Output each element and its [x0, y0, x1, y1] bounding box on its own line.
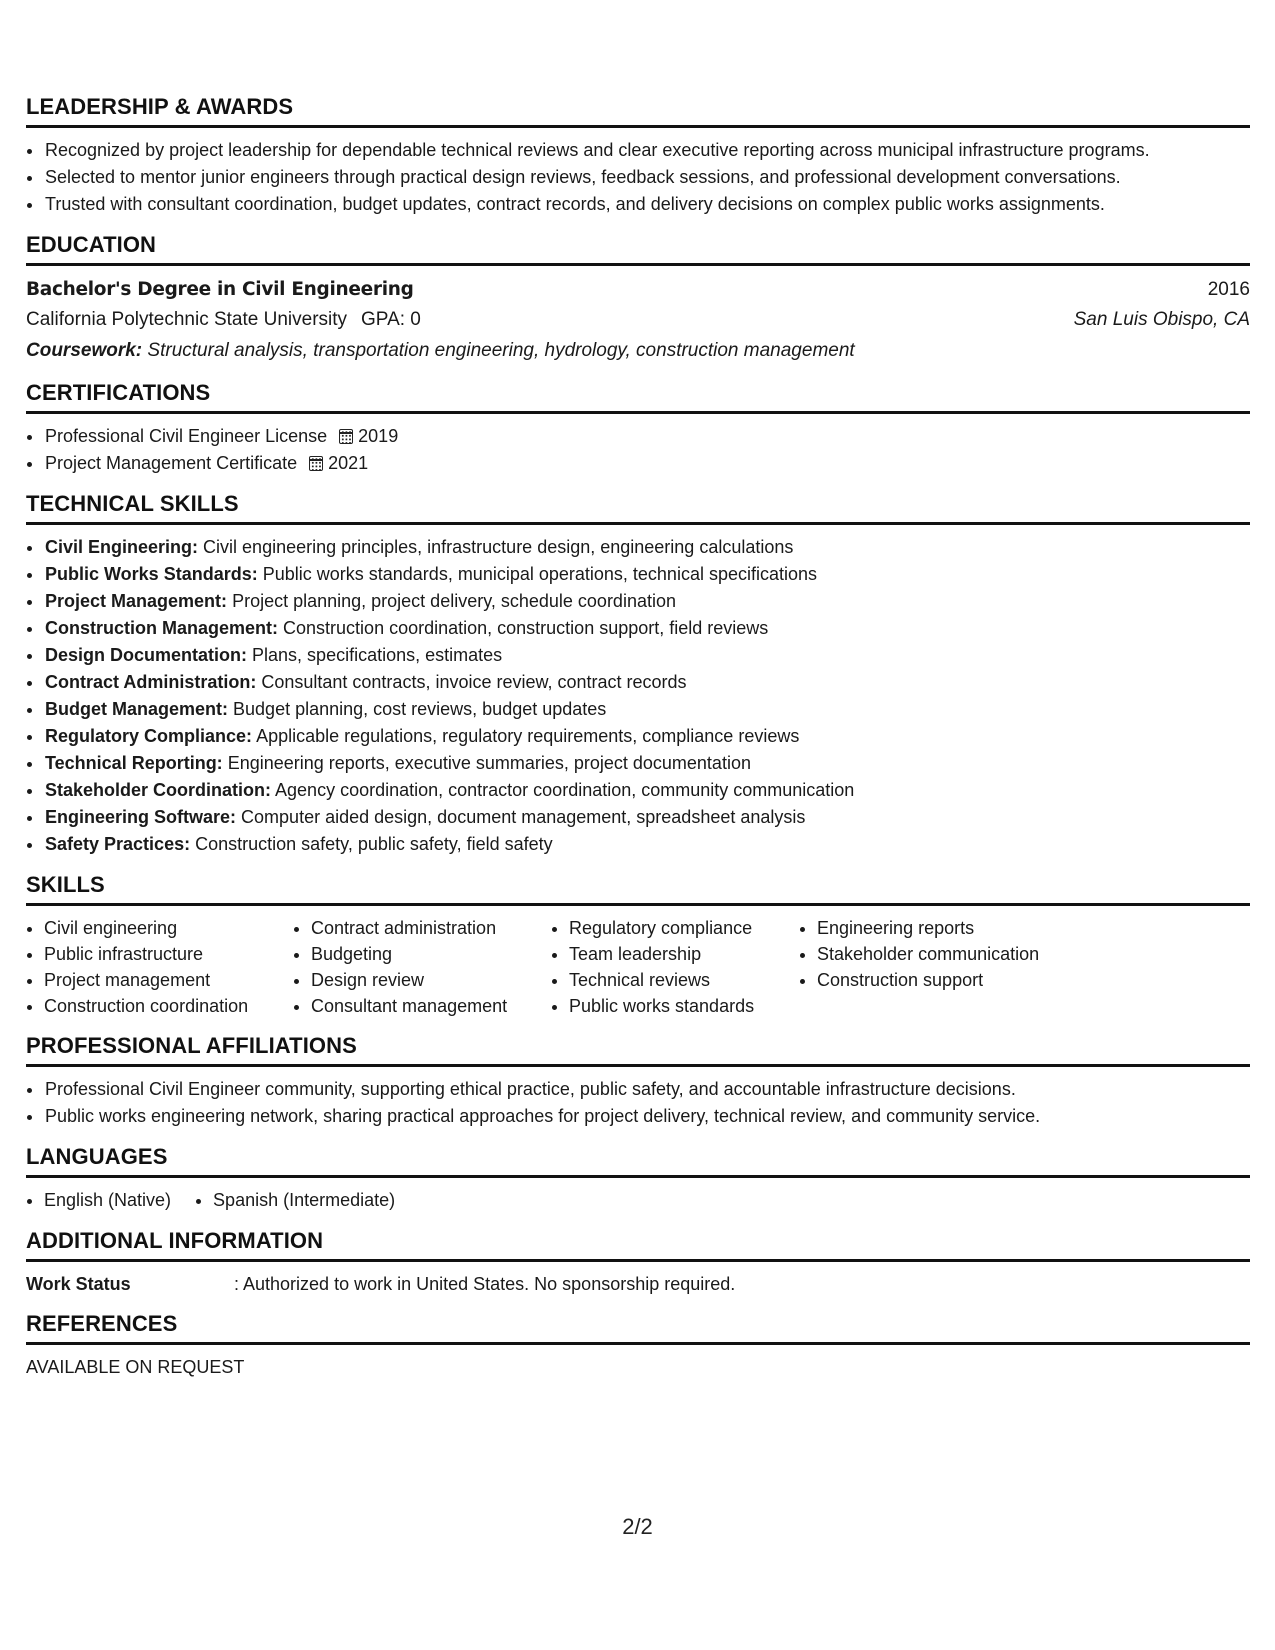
affiliations-list — [26, 1076, 1250, 1130]
list-item: • Consultant management — [311, 993, 551, 1019]
page-number: 2/2 — [622, 1514, 653, 1539]
list-item: • Design review — [311, 967, 551, 993]
skill-label: Construction Management: — [45, 618, 279, 638]
list-item: • Trusted with consultant coordination, budget updates, contract records, and delivery decisions on complex public works assignments. — [44, 191, 1250, 218]
work-status-row — [26, 1271, 1250, 1297]
list-item: • Professional Civil Engineer community, supporting ethical practice, public safety, and accountable infrastructure decisions. — [44, 1076, 1250, 1103]
coursework-label: Coursework: — [26, 340, 143, 361]
list-item — [44, 696, 1250, 723]
gpa: GPA: 0 — [361, 309, 421, 330]
section-title-references: REFERENCES — [26, 1311, 1250, 1345]
skill-label: Regulatory Compliance: — [45, 726, 253, 746]
work-status-label: Work Status — [26, 1274, 131, 1294]
list-item — [44, 450, 1250, 477]
skills-column — [293, 915, 551, 1019]
section-title-education: EDUCATION — [26, 232, 1250, 266]
coursework — [26, 335, 1250, 366]
list-item: • Construction coordination — [44, 993, 293, 1019]
resume-page — [26, 94, 1250, 1394]
list-item: • Spanish (Intermediate) — [213, 1187, 395, 1214]
skill-label: Contract Administration: — [45, 672, 257, 692]
skill-text: Consultant contracts, invoice review, contract records — [261, 672, 687, 692]
skill-label: Design Documentation: — [45, 645, 248, 665]
education-section — [26, 232, 1250, 366]
list-item: • Contract administration — [311, 915, 551, 941]
skill-text: Computer aided design, document management, spreadsheet analysis — [241, 807, 806, 827]
leadership-section — [26, 94, 1250, 218]
list-item — [44, 669, 1250, 696]
section-title-languages: LANGUAGES — [26, 1144, 1250, 1178]
list-item: • Regulatory compliance — [569, 915, 799, 941]
list-item: • Civil engineering — [44, 915, 293, 941]
certification-year: 2021 — [328, 453, 369, 473]
list-item: • Stakeholder communication — [817, 941, 1077, 967]
technical-skills-list — [26, 534, 1250, 858]
list-item: • Selected to mentor junior engineers through practical design reviews, feedback sessions, and professional development conversations. — [44, 164, 1250, 191]
list-item — [44, 723, 1250, 750]
degree-name: Bachelor's Degree in Civil Engineering — [26, 279, 414, 300]
list-item: • Public infrastructure — [44, 941, 293, 967]
section-title-technical-skills: TECHNICAL SKILLS — [26, 491, 1250, 525]
skills-column — [799, 915, 1077, 1019]
skill-text: Civil engineering principles, infrastructure design, engineering calculations — [203, 537, 794, 557]
list-item: • Budgeting — [311, 941, 551, 967]
list-item — [44, 588, 1250, 615]
skill-text: Plans, specifications, estimates — [252, 645, 503, 665]
language-list — [26, 1187, 171, 1214]
additional-info-section — [26, 1228, 1250, 1297]
skill-text: Engineering reports, executive summaries, project documentation — [227, 753, 751, 773]
skill-label: Safety Practices: — [45, 834, 191, 854]
certification-name: Project Management Certificate — [45, 453, 298, 473]
skill-label: Project Management: — [45, 591, 228, 611]
skill-text: Applicable regulations, regulatory requirements, compliance reviews — [256, 726, 800, 746]
certification-name: Professional Civil Engineer License — [45, 426, 328, 446]
list-item — [44, 534, 1250, 561]
skill-text: Agency coordination, contractor coordination, community communication — [275, 780, 855, 800]
list-item: • Construction support — [817, 967, 1077, 993]
skill-label: Engineering Software: — [45, 807, 237, 827]
language-list — [195, 1187, 395, 1214]
technical-skills-section — [26, 491, 1250, 858]
list-item: • English (Native) — [44, 1187, 171, 1214]
references-section — [26, 1311, 1250, 1380]
section-title-leadership: LEADERSHIP & AWARDS — [26, 94, 1250, 128]
list-item — [44, 777, 1250, 804]
school-info — [26, 305, 421, 335]
skill-label: Budget Management: — [45, 699, 229, 719]
skills-grid — [26, 915, 1250, 1019]
list-item: • Engineering reports — [817, 915, 1077, 941]
education-school-row — [26, 305, 1250, 335]
skill-text: Construction coordination, construction support, field reviews — [283, 618, 769, 638]
list-item: • Public works engineering network, sharing practical approaches for project delivery, technical review, and community service. — [44, 1103, 1250, 1130]
calendar-icon — [339, 429, 353, 444]
skill-label: Public Works Standards: — [45, 564, 258, 584]
list-item: • Project management — [44, 967, 293, 993]
skill-text: Construction safety, public safety, field safety — [195, 834, 553, 854]
languages-section — [26, 1144, 1250, 1214]
list-item: • Technical reviews — [569, 967, 799, 993]
skills-section — [26, 872, 1250, 1019]
skill-text: Public works standards, municipal operations, technical specifications — [262, 564, 818, 584]
references-text: AVAILABLE ON REQUEST — [26, 1357, 245, 1377]
skill-label: Civil Engineering: — [45, 537, 199, 557]
coursework-text: Structural analysis, transportation engineering, hydrology, construction management — [147, 340, 855, 361]
certification-year: 2019 — [358, 426, 399, 446]
skill-text: Budget planning, cost reviews, budget updates — [233, 699, 607, 719]
affiliations-section — [26, 1033, 1250, 1130]
section-title-additional: ADDITIONAL INFORMATION — [26, 1228, 1250, 1262]
list-item: • Team leadership — [569, 941, 799, 967]
work-status-value: : Authorized to work in United States. No sponsorship required. — [234, 1274, 736, 1294]
leadership-list — [26, 137, 1250, 218]
certifications-list — [26, 423, 1250, 477]
school-name: California Polytechnic State University — [26, 309, 348, 330]
languages-row — [26, 1187, 1250, 1214]
list-item — [44, 831, 1250, 858]
section-title-affiliations: PROFESSIONAL AFFILIATIONS — [26, 1033, 1250, 1067]
graduation-year: 2016 — [1207, 279, 1250, 300]
list-item — [44, 642, 1250, 669]
list-item — [44, 750, 1250, 777]
list-item — [44, 561, 1250, 588]
list-item: • Recognized by project leadership for dependable technical reviews and clear executive reporting across municipal infrastructure programs. — [44, 137, 1250, 164]
list-item — [44, 804, 1250, 831]
education-degree-row — [26, 275, 1250, 305]
skills-column — [26, 915, 293, 1019]
skill-label: Stakeholder Coordination: — [45, 780, 272, 800]
section-title-skills: SKILLS — [26, 872, 1250, 906]
skills-column — [551, 915, 799, 1019]
list-item — [44, 615, 1250, 642]
calendar-icon — [309, 456, 323, 471]
list-item — [44, 423, 1250, 450]
school-location: San Luis Obispo, CA — [1073, 309, 1250, 330]
certifications-section — [26, 380, 1250, 477]
section-title-certifications: CERTIFICATIONS — [26, 380, 1250, 414]
list-item: • Public works standards — [569, 993, 799, 1019]
skill-text: Project planning, project delivery, schedule coordination — [232, 591, 676, 611]
skill-label: Technical Reporting: — [45, 753, 223, 773]
